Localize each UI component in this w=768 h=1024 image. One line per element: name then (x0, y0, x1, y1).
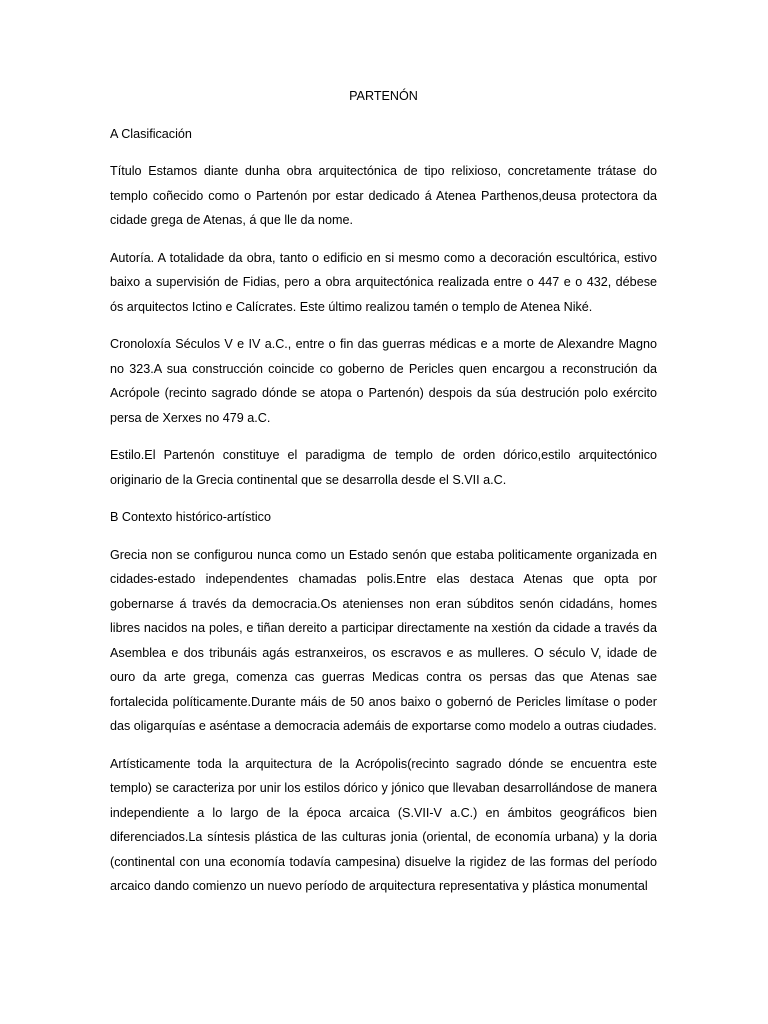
paragraph-titulo: Título Estamos diante dunha obra arquitectónica de tipo relixioso, concretamente trátase do templo coñecido como o Partenón por estar dedicado á Atenea Parthenos,deusa protectora da cidade grega de Atenas, á que lle da nome. (110, 164, 657, 227)
paragraph-estilo: Estilo.El Partenón constituye el paradigma de templo de orden dórico,estilo arquitectónico originario de la Grecia continental que se desarrolla desde el S.VII a.C. (110, 448, 657, 487)
section-heading-a: A Clasificación (110, 126, 192, 141)
paragraph-grecia: Grecia non se configurou nunca como un Estado senón que estaba politicamente organizada en cidades-estado independentes chamadas polis.Entre elas destaca Atenas que opta por gobernarse á través da democracia.Os atenienses non eran súbditos senón cidadáns, homes libres nacidos na poles, e tiñan dereito a participar directamente na xestión da cidade a través da Asemblea e dos tribunáis agás estranxeiros, os escravos e as mulleres. O século V, idade de ouro da arte grega, comenza cas guerras Medicas contra os persas das que Atenas sae fortalecida políticamente.Durante máis de 50 anos baixo o gobernó de Pericles limítase o poder das oligarquías e aséntase a democracia ademáis de exportarse como modelo a outras ciudades. (110, 547, 657, 733)
document-title: PARTENÓN (349, 89, 418, 103)
document-page (110, 84, 657, 912)
paragraph-artisticamente: Artísticamente toda la arquitectura de la Acrópolis(recinto sagrado dónde se encuentra este templo) se caracteriza por unir los estilos dórico y jónico que llevaban desarrollándose de manera independiente a lo largo de la época arcaica (S.VII-V a.C.) en ámbitos geográficos bien diferenciados.La síntesis plástica de las culturas jonia (oriental, de economía urbana) y la doria (continental con una economía todavía campesina) disuelve la rigidez de las formas del período arcaico dando comienzo un nuevo período de arquitectura representativa y plástica monumental (110, 756, 657, 893)
paragraph-cronoloxia: Cronoloxía Séculos V e IV a.C., entre o fin das guerras médicas e a morte de Alexandre Magno no 323.A sua construcción coincide co goberno de Pericles quen encargou a reconstrución da Acrópole (recinto sagrado dónde se atopa o Partenón) despois da súa destrución polo exército persa de Xerxes no 479 a.C. (110, 337, 657, 425)
paragraph-autoria: Autoría. A totalidade da obra, tanto o edificio en si mesmo como a decoración escultórica, estivo baixo a supervisión de Fidias, pero a obra arquitectónica realizada entre o 447 e o 432, débese ós arquitectos Ictino e Calícrates. Este último realizou tamén o templo de Atenea Niké. (110, 250, 657, 314)
section-heading-b: B Contexto histórico-artístico (110, 510, 271, 524)
